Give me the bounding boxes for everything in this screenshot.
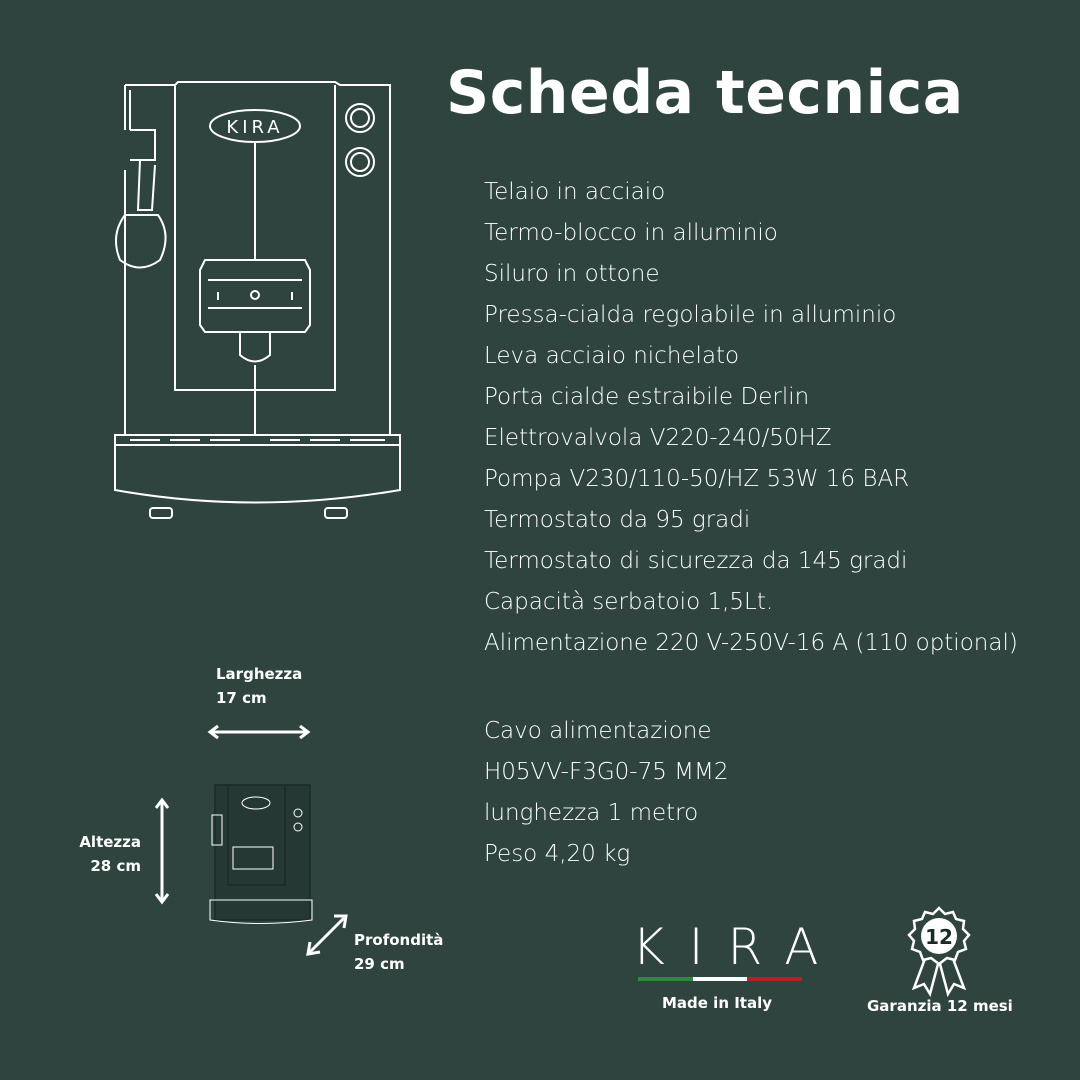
kira-logo: KIRA [632,918,843,976]
spec-item: Siluro in ottone [484,261,660,287]
height-arrow-icon [152,796,172,906]
spec-item: Telaio in acciaio [484,179,666,205]
coffee-machine-illustration [100,70,410,530]
spec-item: Capacità serbatoio 1,5Lt. [484,589,774,615]
spec-item: Porta cialde estraibile Derlin [484,384,810,410]
depth-value: 29 cm [354,955,405,973]
svg-text:KIRA: KIRA [226,117,284,138]
spec-item: Termostato di sicurezza da 145 gradi [484,548,908,574]
spec-item: Termostato da 95 gradi [484,507,751,533]
warranty-label: Garanzia 12 mesi [867,997,1013,1015]
width-value: 17 cm [216,689,267,707]
made-in-italy-label: Made in Italy [662,994,773,1012]
spec-item: Alimentazione 220 V-250V-16 A (110 optional) [484,630,1018,656]
depth-arrow-icon [304,912,350,958]
spec-item: Pompa V230/110-50/HZ 53W 16 BAR [484,466,910,492]
height-dimension [75,830,141,878]
cable-item: H05VV-F3G0-75 MM2 [484,759,729,785]
depth-dimension [354,928,443,976]
spec-item: Leva acciaio nichelato [484,343,740,369]
spec-item: Elettrovalvola V220-240/50HZ [484,425,832,451]
cable-item: Cavo alimentazione [484,718,712,744]
spec-list [484,172,1018,875]
height-value: 28 cm [90,857,141,875]
page-title: Scheda tecnica [446,58,964,128]
height-label: Altezza [79,833,141,851]
width-dimension [216,662,302,710]
spec-item: Pressa-cialda regolabile in alluminio [484,302,897,328]
width-label: Larghezza [216,665,303,683]
cable-item: lunghezza 1 metro [484,800,699,826]
weight-item: Peso 4,20 kg [484,841,631,867]
width-arrow-icon [206,722,312,742]
coffee-machine-small-icon [200,775,320,935]
italian-flag-stripe [638,977,802,981]
warranty-badge-icon [906,906,972,998]
badge-number: 12 [925,925,953,949]
spec-item: Termo-blocco in alluminio [484,220,778,246]
depth-label: Profondità [354,931,444,949]
